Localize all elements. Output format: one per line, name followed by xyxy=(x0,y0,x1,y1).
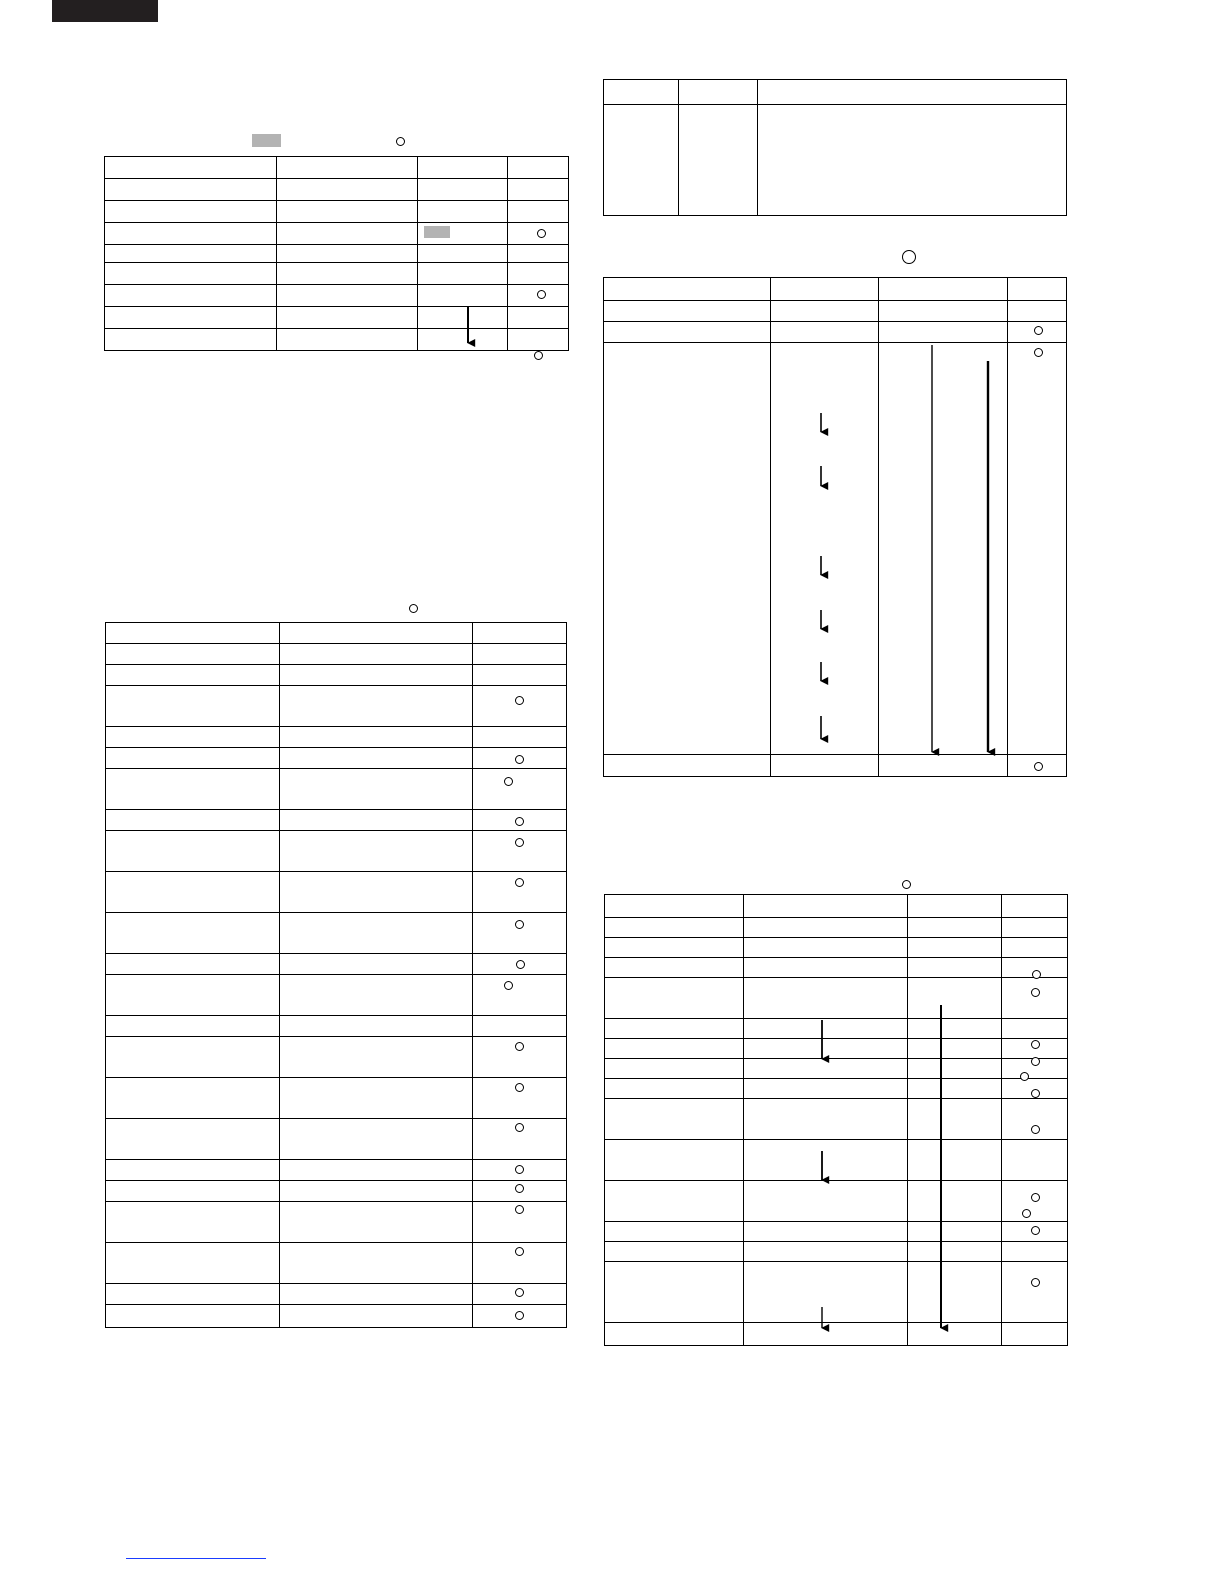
table-d-circle xyxy=(1034,326,1043,335)
table-e-circle xyxy=(1031,1125,1040,1134)
table-a-circle xyxy=(537,229,546,238)
table-b-circle xyxy=(516,960,525,969)
table-b-circle xyxy=(515,1205,524,1214)
table-e-circle xyxy=(1031,1226,1040,1235)
table-e-circle xyxy=(1031,1193,1040,1202)
table-a-gray-marker xyxy=(424,226,450,238)
table-b-circle xyxy=(515,838,524,847)
table-b-circle xyxy=(515,1123,524,1132)
table-b-circle xyxy=(504,981,513,990)
table-a xyxy=(104,156,569,351)
table-b-circle xyxy=(515,817,524,826)
table-e-circle xyxy=(1031,1278,1040,1287)
legend-gray-marker xyxy=(252,134,281,147)
table-b-circle xyxy=(515,755,524,764)
table-b-circle xyxy=(515,1311,524,1320)
table-e-circle xyxy=(1031,988,1040,997)
table-b-circle xyxy=(515,696,524,705)
legend-circle-icon xyxy=(902,880,911,889)
legend-circle-icon xyxy=(396,137,405,146)
table-b-circle xyxy=(515,1042,524,1051)
table-b-circle xyxy=(515,1083,524,1092)
table-d xyxy=(603,277,1067,777)
table-b-circle xyxy=(504,777,513,786)
table-d-circle xyxy=(1034,762,1043,771)
table-e-circle xyxy=(1032,970,1041,979)
table-e-circle xyxy=(1031,1057,1040,1066)
table-b-circle xyxy=(515,920,524,929)
table-b-circle xyxy=(515,1288,524,1297)
table-b xyxy=(105,622,567,1328)
table-b-circle xyxy=(515,1247,524,1256)
table-e-circle xyxy=(1031,1089,1040,1098)
table-e xyxy=(604,894,1068,1346)
table-b-circle xyxy=(515,1184,524,1193)
table-e-circle xyxy=(1031,1040,1040,1049)
header-tab xyxy=(52,0,158,22)
table-e-circle xyxy=(1022,1209,1031,1218)
table-a-circle xyxy=(537,290,546,299)
legend-circle-icon xyxy=(902,250,916,264)
footer-link-underline[interactable] xyxy=(126,1558,266,1559)
table-b-circle xyxy=(515,878,524,887)
legend-circle-icon xyxy=(409,604,418,613)
table-d-circle xyxy=(1034,348,1043,357)
table-e-circle xyxy=(1020,1072,1029,1081)
table-b-circle xyxy=(515,1165,524,1174)
table-a-circle xyxy=(534,351,543,360)
table-c xyxy=(603,79,1067,216)
